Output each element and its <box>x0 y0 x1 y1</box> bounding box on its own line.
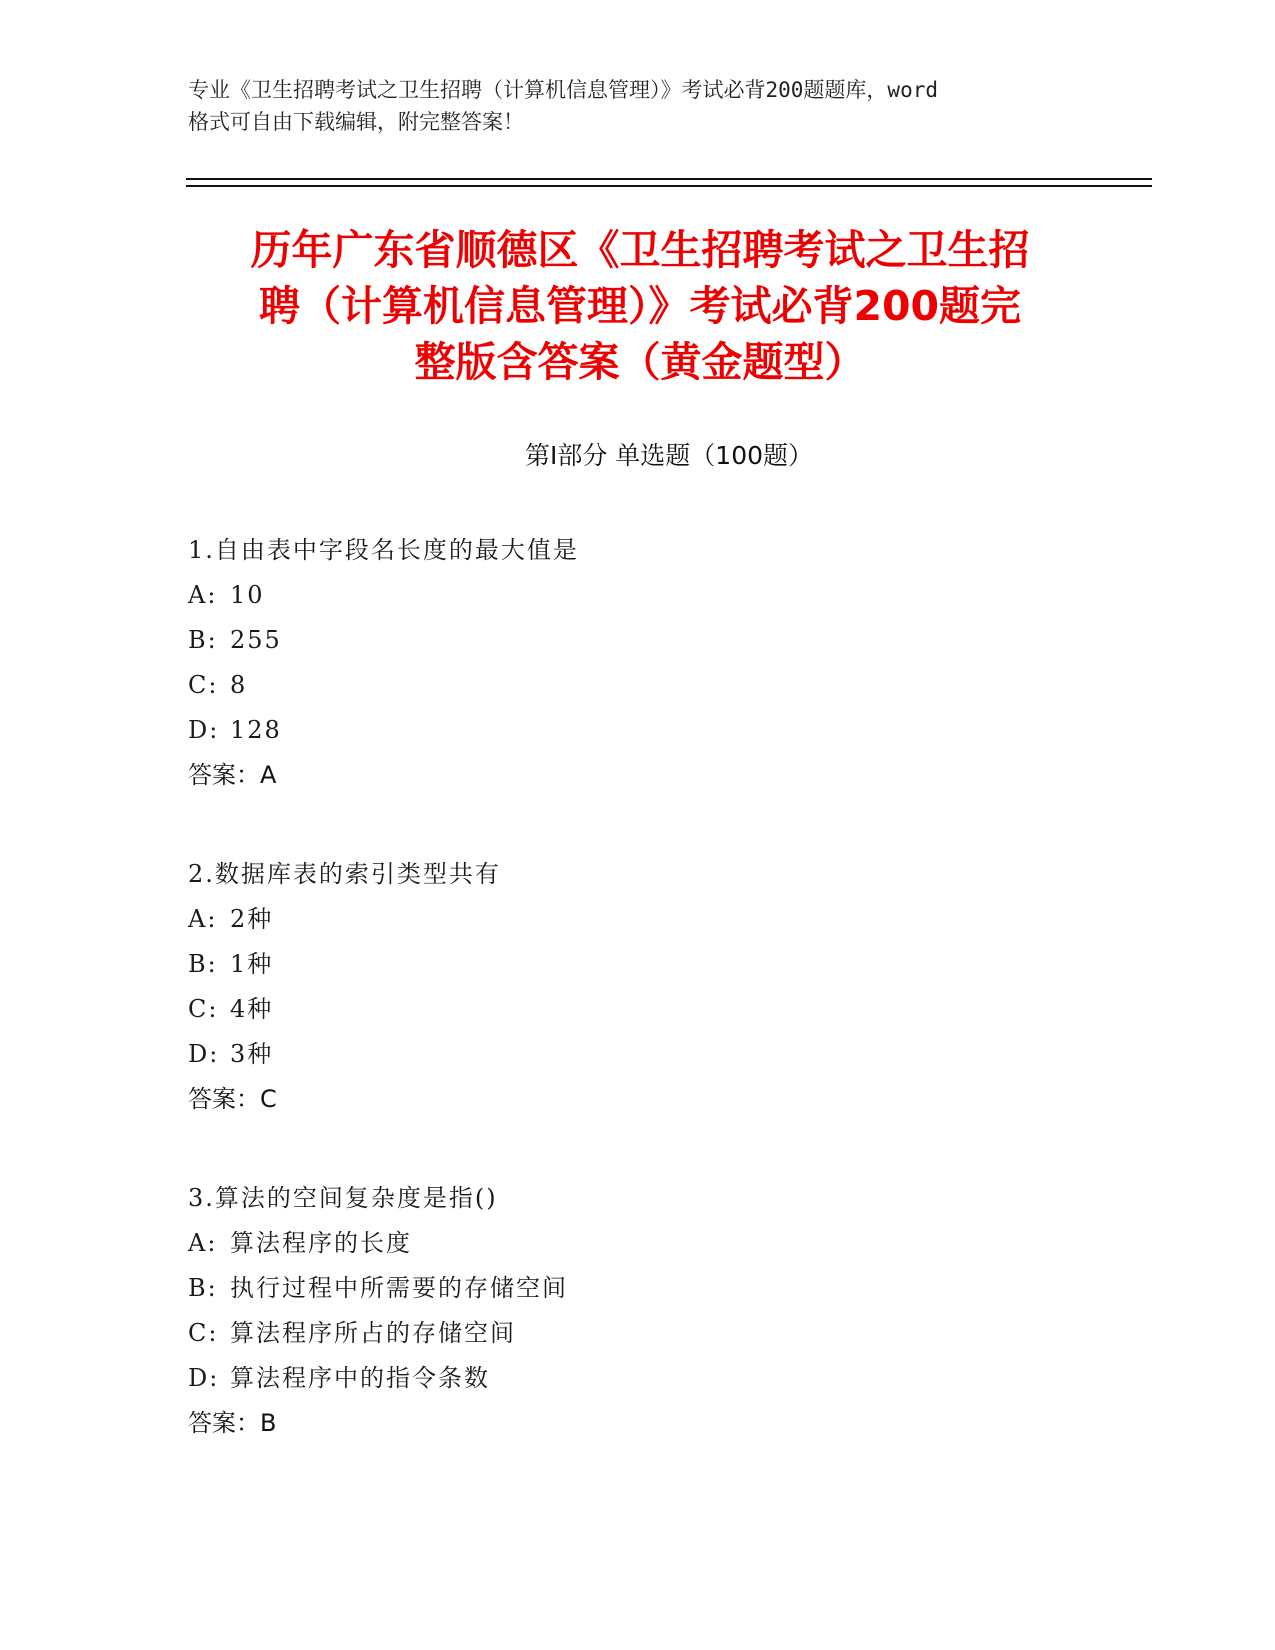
option-text: 10 <box>230 581 265 609</box>
option-text: 128 <box>230 716 282 744</box>
option-b <box>188 618 1128 663</box>
option-letter: D: <box>188 1040 220 1068</box>
option-letter: A: <box>188 905 218 933</box>
option-letter: B: <box>188 1274 218 1302</box>
question-list <box>188 528 1128 1500</box>
question-3 <box>188 1176 1128 1446</box>
option-text: 4种 <box>230 995 274 1023</box>
option-b <box>188 1266 1128 1311</box>
option-text: 算法程序所占的存储空间 <box>230 1319 516 1347</box>
question-stem: 2.数据库表的索引类型共有 <box>188 860 501 888</box>
answer-line: 答案：B <box>188 1409 277 1437</box>
question-2 <box>188 852 1128 1122</box>
answer-line: 答案：A <box>188 761 277 789</box>
question-stem: 1.自由表中字段名长度的最大值是 <box>188 536 579 564</box>
option-d <box>188 1032 1128 1077</box>
option-letter: A: <box>188 1229 218 1257</box>
option-letter: B: <box>188 950 218 978</box>
option-c <box>188 663 1128 708</box>
option-a <box>188 897 1128 942</box>
option-b <box>188 942 1128 987</box>
option-text: 算法程序中的指令条数 <box>230 1364 490 1392</box>
header-note-line-2: 格式可自由下载编辑，附完整答案！ <box>188 110 524 134</box>
document-title <box>190 222 1090 390</box>
option-a <box>188 1221 1128 1266</box>
option-text: 8 <box>230 671 248 699</box>
answer-line: 答案：C <box>188 1085 277 1113</box>
option-a <box>188 573 1128 618</box>
option-text: 执行过程中所需要的存储空间 <box>230 1274 568 1302</box>
question-1 <box>188 528 1128 798</box>
section-heading: 第Ⅰ部分 单选题（100题） <box>524 441 814 470</box>
header-note <box>188 74 1088 138</box>
option-d <box>188 1356 1128 1401</box>
header-note-line-1: 专业《卫生招聘考试之卫生招聘（计算机信息管理）》考试必背200题题库，word <box>188 78 938 102</box>
question-stem: 3.算法的空间复杂度是指() <box>188 1184 498 1212</box>
option-letter: D: <box>188 1364 220 1392</box>
option-letter: B: <box>188 626 218 654</box>
option-text: 1种 <box>230 950 274 978</box>
option-text: 3种 <box>230 1040 274 1068</box>
option-letter: C: <box>188 995 219 1023</box>
option-c <box>188 1311 1128 1356</box>
option-letter: D: <box>188 716 220 744</box>
document-title-line-1: 历年广东省顺德区《卫生招聘考试之卫生招 <box>250 226 1030 274</box>
option-letter: C: <box>188 1319 219 1347</box>
double-rule-divider <box>186 178 1152 187</box>
document-title-line-2: 聘（计算机信息管理）》考试必背200题完 <box>258 282 1022 330</box>
option-c <box>188 987 1128 1032</box>
option-text: 算法程序的长度 <box>230 1229 412 1257</box>
option-letter: C: <box>188 671 219 699</box>
option-text: 255 <box>230 626 282 654</box>
option-letter: A: <box>188 581 218 609</box>
document-title-line-3: 整版含答案（黄金题型） <box>414 338 866 386</box>
option-d <box>188 708 1128 753</box>
option-text: 2种 <box>230 905 274 933</box>
